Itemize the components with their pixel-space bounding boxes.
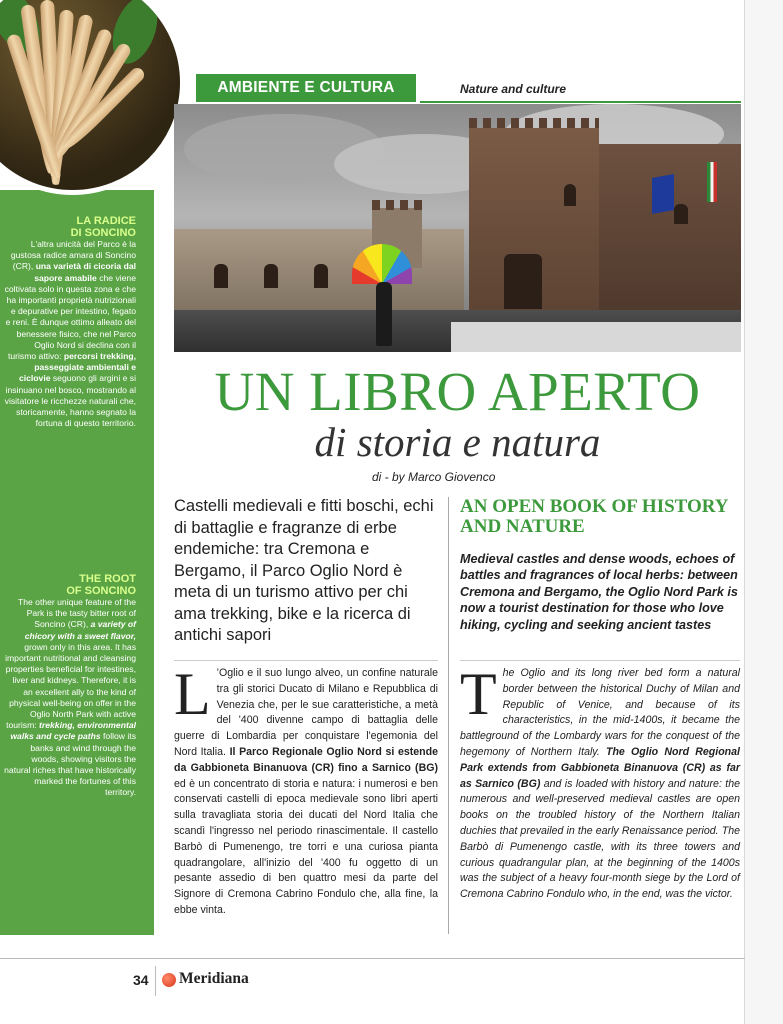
italian-flag	[707, 162, 717, 202]
intro-en-rule	[460, 660, 740, 661]
castle-window	[674, 204, 688, 224]
sidebar-it-text-c: seguono gli argini e si insinuano nel bosco, mostrando al visitatore le ricchezze naturali che, storicamente, hanno segnato la fortuna di questo territorio.	[4, 373, 136, 429]
building-window	[214, 264, 228, 288]
intro-it-rule	[174, 660, 438, 661]
sidebar-en-bold-a: a variety of chicory with a sweet flavor,	[24, 619, 136, 641]
column-separator	[448, 497, 449, 934]
sidebar-it-text-b: che viene coltivata solo in questa zona e che ha importanti proprietà nutrizionali e depurative per intestino, fegato e reni. È dunque ottimo alleato del benessere fisico, che nel Parco Oglio Nord si declina con il turismo attivo:	[4, 272, 136, 362]
dropcap-en: T	[460, 661, 497, 727]
sidebar-it-title	[4, 216, 136, 239]
person-figure	[376, 282, 392, 346]
sidebar-en-bold-b: trekking, environmental walks and cycle paths	[10, 720, 136, 742]
sidebar-en-text-c: follow its banks and wind through the woods, showing visitors the natural riches that have historically marked the fortunes of this territory.	[4, 731, 136, 798]
body-en-text-a: he Oglio and its long river bed form a natural border between the historical Duchy of Milan and Republic of Venice, and because of its characteristics, in the mid-1400s, it became the battleground of the Lombardy wars for the conquest of the hegemony of Northern Italy.	[460, 667, 740, 758]
main-tower-battlements	[469, 118, 599, 128]
footer-separator	[155, 966, 156, 996]
sidebar-it-bold-b: percorsi trekking, passeggiate ambientali e ciclovie	[18, 351, 136, 384]
sidebar-it-title-line2: DI SONCINO	[70, 226, 136, 239]
body-it-bold: Il Parco Regionale Oglio Nord si estende da Gabbioneta Binanuova (CR) fino a Sarnico (BG)	[174, 745, 438, 774]
section-label-it: AMBIENTE E CULTURA	[196, 74, 416, 102]
section-rule	[420, 101, 741, 103]
sidebar-it-title-line1: LA RADICE	[76, 215, 136, 227]
page-gutter-line	[744, 0, 745, 1024]
body-en-bold: The Oglio Nord Regional Park extends from Gabbioneta Binanuova (CR) as far as Sarnico (BG)	[460, 745, 740, 790]
meridiana-logo-icon	[162, 973, 176, 987]
sidebar-it	[4, 216, 136, 429]
eu-flag	[652, 174, 674, 214]
sidebar-box	[0, 190, 154, 935]
section-label-en: Nature and culture	[460, 82, 567, 96]
sidebar-en-title	[4, 574, 136, 597]
castle-photo	[174, 104, 741, 352]
dropcap-it: L	[174, 661, 211, 727]
sidebar-en-title-line1: THE ROOT	[79, 573, 136, 585]
body-it	[174, 661, 438, 919]
sidebar-it-bold-a: una varietà di cicoria dal sapore amabile	[34, 261, 136, 283]
headline-subtitle: di storia e natura	[314, 419, 601, 465]
sidebar-en-text-a: The other unique feature of the Park is the tasty bitter root of Soncino (CR),	[17, 597, 136, 630]
castle-window	[564, 184, 576, 206]
footer-rule	[0, 958, 745, 959]
sidebar-en	[4, 574, 136, 799]
body-it-text-a: ’Oglio e il suo lungo alveo, un confine naturale tra gli storici Ducato di Milano e Repubblica di Venezia che, per le sue caratteristiche, a metà del '400 divenne campo di battaglia delle guerre di Lombardia per conquistare l'egemonia del Nord Italia.	[174, 667, 438, 758]
body-en-text-b: and is loaded with history and nature: the numerous and well-preserved medieval castles are open books on the troubled history of the Northern Italian duchies that prevailed in the early Renaissance period. The Barbò di Pumenengo castle, with its three towers and curious quadrangular plan, at the beginning of the 1400s was the subject of a heavy four-month siege by the Lord of Cremona Cabrino Fondulo who, in the end, was the victor.	[460, 777, 740, 901]
adjacent-page-edge	[745, 0, 783, 1024]
magazine-name: Meridiana	[179, 970, 249, 987]
page-number: 34	[133, 972, 149, 988]
body-it-text-b: ed è un concentrato di storia e natura: i numerosi e ben conservati castelli di epoca medievale sono libri aperti sulla travagliata storia dei ducati del Nord Italia che scandì l'ingresso nel periodo rinascimentale. Il castello Barbò di Pumenengo, tre torri e una curiosa pianta quadrangolare, all'inizio del '400 fu oggetto di un pesante assedio di ben quattro mesi da parte del Signore di Cremona Cabrino Fondulo che, alla fine, la ebbe vinta.	[174, 777, 438, 916]
stone-bench	[451, 322, 741, 352]
sidebar-it-text-a: L'altra unicità del Parco è la gustosa radice amara di Soncino (CR),	[10, 239, 136, 272]
byline: di - by Marco Giovenco	[372, 470, 496, 484]
intro-en-title: AN OPEN BOOK OF HISTORY AND NATURE	[460, 496, 728, 537]
headline-title: UN LIBRO APERTO	[214, 361, 701, 422]
sidebar-en-text-b: grown only in this area. It has important nutritional and cleansing properties beneficial for intestines, liver and kidneys. Therefore, it is an excellent ally to the kind of physical well-being on offer in the Oglio North Park with active tourism:	[5, 641, 136, 731]
castle-arch	[504, 254, 542, 309]
castle-wing	[599, 144, 741, 314]
soncino-root-photo	[0, 0, 185, 195]
building-window	[264, 264, 278, 288]
intro-en: Medieval castles and dense woods, echoes of battles and fragrances of local herbs: between Cremona and Bergamo, the Oglio Nord Park is now a tourist destination for those who love hiking, cycling and seeking ancient tastes	[460, 552, 738, 632]
intro-it: Castelli medievali e fitti boschi, echi di battaglie e fragranze di erbe endemiche: tra Cremona e Bergamo, il Parco Oglio Nord è meta di un turismo attivo per chi ama trekking, bike e la ricerca di antichi sapori	[174, 497, 434, 644]
sidebar-en-title-line2: OF SONCINO	[66, 584, 136, 597]
small-tower-battlements	[372, 200, 422, 210]
building-window	[314, 264, 328, 288]
body-en	[460, 661, 740, 903]
